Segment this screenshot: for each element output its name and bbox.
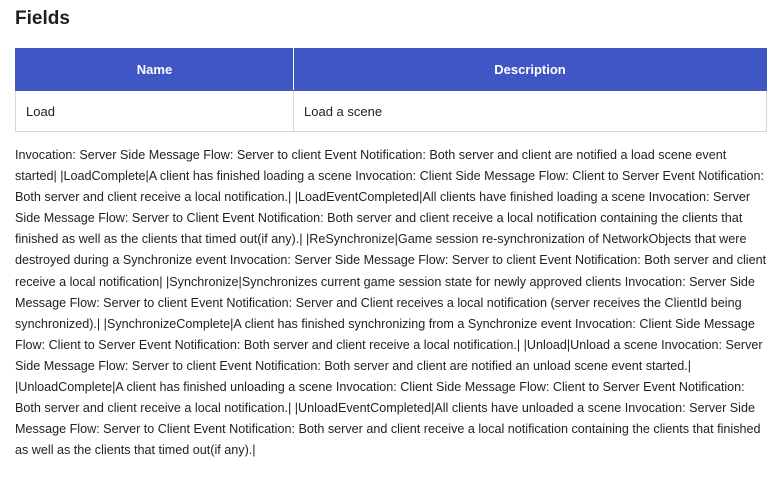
table-header-row [16, 49, 767, 91]
description-paragraph: Invocation: Server Side Message Flow: Server to client Event Notification: Both server and client are notified a load scene event started| |LoadComplete|A client has finished loading a scene Invocation: Client Side Message Flow: Client to Server Event Notification: Both server and client receive a local notification.| |LoadEventCompleted|All clients have finished loading a scene Invocation: Server Side Message Flow: Server to Client Event Notification: Both server and client receive a local notification containing the clients that finished as well as the clients that timed out(if any).| |ReSynchronize|Game session re-synchronization of NetworkObjects that were destroyed during a Synchronize event Invocation: Server Side Message Flow: Server to client Event Notification: Both server and client receive a local notification| |Synchronize|Synchronizes current game session state for newly approved clients Invocation: Server Side Message Flow: Server to client Event Notification: Server and Client receives a local notification (server receives the ClientId being synchronized).| |SynchronizeComplete|A client has finished synchronizing from a Synchronize event Invocation: Client Side Message Flow: Client to Server Event Notification: Both server and client receive a local notification.| |Unload|Unload a scene Invocation: Server Side Message Flow: Server to client Event Notification: Both server and client are notified an unload scene event started.| |UnloadComplete|A client has finished unloading a scene Invocation: Client Side Message Flow: Client to Server Event Notification: Both server and client receive a local notification.| |UnloadEventCompleted|All clients have unloaded a scene Invocation: Server Side Message Flow: Server to Client Event Notification: Both server and client receive a local notification containing the clients that finished as well as the clients that timed out(if any).| [15, 148, 767, 458]
column-header-description: Description [294, 49, 767, 91]
column-header-name: Name [16, 49, 294, 91]
table-row [16, 91, 767, 132]
page-title: Fields [15, 8, 70, 29]
fields-table [15, 48, 767, 132]
cell-name: Load [16, 91, 294, 132]
cell-description: Load a scene [294, 91, 767, 132]
